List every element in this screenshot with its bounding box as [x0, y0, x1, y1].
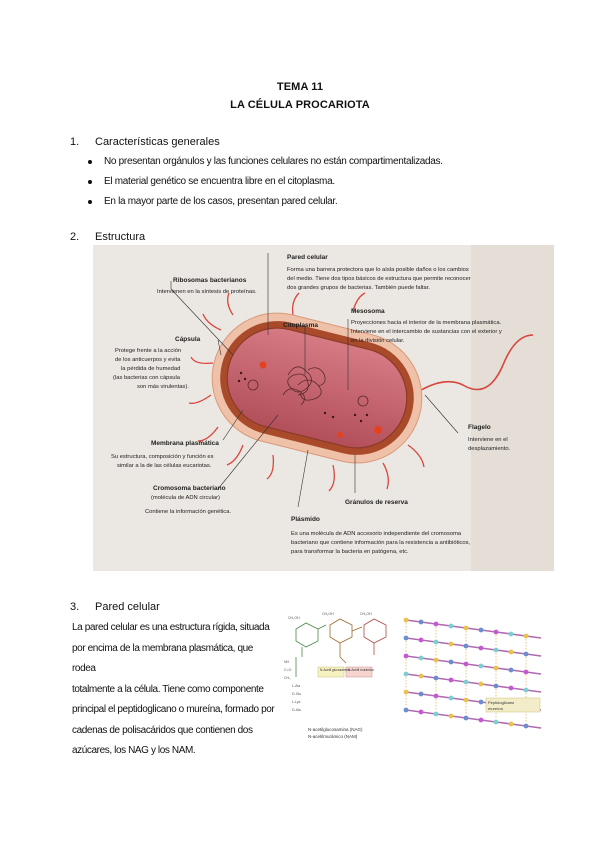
lattice-bead [509, 686, 514, 691]
svg-text:CH₂OH: CH₂OH [360, 612, 372, 616]
section-number: 3. [70, 601, 80, 613]
lattice-bead [479, 682, 484, 687]
peptidoglycan-chemical-figure [282, 605, 400, 745]
lattice-bead [419, 692, 424, 697]
lattice-bead [449, 696, 454, 701]
ribosomas-label: Ribosomas bacterianos [173, 277, 247, 284]
lattice-bead [494, 666, 499, 671]
lattice-bead [434, 658, 439, 663]
lattice-bead [524, 634, 529, 639]
peptidoglycan-lattice-figure [398, 606, 545, 741]
capsula-text: Protege frente a la acción [115, 348, 182, 354]
cromosoma-label: Cromosoma bacteriano [153, 485, 226, 492]
section-number: 2. [70, 231, 80, 243]
pared-text: del medio. Tiene dos tipos básicos de estructura que permite reconocer [287, 276, 471, 282]
lattice-bead [434, 676, 439, 681]
svg-text:CH₂OH: CH₂OH [322, 612, 334, 616]
lattice-bead [464, 626, 469, 631]
svg-text:C=O: C=O [284, 668, 292, 672]
svg-text:D-Glu: D-Glu [292, 692, 302, 696]
bullet-icon [88, 200, 92, 204]
mesosoma-label: Mesosoma [351, 308, 385, 315]
list-item: En la mayor parte de los casos, presentan pared celular. [88, 192, 443, 212]
title-block [0, 78, 600, 114]
nag-label: N-Acetil glucosamina [320, 668, 350, 672]
section-heading-2 [70, 231, 145, 243]
lattice-bead [494, 720, 499, 725]
lattice-bead [404, 618, 409, 623]
lattice-bead [509, 668, 514, 673]
section-title: Características generales [95, 136, 220, 148]
lattice-bead [404, 672, 409, 677]
lattice-bead [509, 632, 514, 637]
lattice-bead [449, 678, 454, 683]
lattice-bead [434, 622, 439, 627]
lattice-bead [449, 660, 454, 665]
lattice-bead [479, 718, 484, 723]
svg-text:L-Ala: L-Ala [292, 684, 301, 688]
lattice-bead [509, 650, 514, 655]
nag-nam-structure [282, 605, 400, 745]
svg-text:CH₃: CH₃ [284, 676, 291, 680]
capsula-text: (las bacterias con cápsula [113, 375, 181, 381]
lattice-bead [479, 646, 484, 651]
lattice-bead [404, 654, 409, 659]
nag-caption: N-acetilglucosamina (NAG) [308, 727, 363, 732]
mesosoma-text: Proyecciones hacia el interior de la membrana plasmática. [351, 320, 502, 326]
cromosoma-label: (molécula de ADN circular) [151, 495, 220, 501]
prokaryote-diagram [93, 245, 554, 571]
list-item: No presentan orgánulos y las funciones celulares no están compartimentalizadas. [88, 152, 443, 172]
lattice-bead [449, 642, 454, 647]
lattice-bead [524, 688, 529, 693]
lattice-diagram [398, 606, 545, 741]
flagelo-label: Flagelo [468, 424, 491, 431]
svg-text:D-Ala: D-Ala [292, 708, 301, 712]
pared-text: dos grandes grupos de bacterias. También puede faltar. [287, 285, 430, 291]
flagelo-text: Interviene en el [468, 437, 508, 443]
capsula-text: son más virulentas). [137, 384, 189, 390]
plasmido-text: bacteriano que contiene información para la resistencia a antibióticos, [291, 540, 471, 546]
svg-text:NH: NH [284, 660, 290, 664]
doc-title: TEMA 11 [276, 81, 324, 93]
lattice-bead [494, 648, 499, 653]
plasmido-text: Es una molécula de ADN accesorio independiente del cromosoma [291, 531, 462, 537]
section-title: Estructura [95, 231, 146, 243]
plasmido-text: para transformar la bacteria en patógena, etc. [291, 549, 409, 555]
bullet-list [88, 152, 443, 212]
pared-text: Forma una barrera protectora que lo aísla posible daños o los cambios [287, 267, 469, 273]
lattice-bead [464, 680, 469, 685]
lattice-bead [434, 694, 439, 699]
svg-text:CH₂OH: CH₂OH [288, 616, 300, 620]
lattice-bead [449, 714, 454, 719]
lattice-bead [479, 664, 484, 669]
bullet-icon [88, 180, 92, 184]
section-heading-1 [70, 136, 220, 148]
lattice-label: Peptidoglicano [488, 700, 515, 705]
lattice-bead [524, 670, 529, 675]
bullet-icon [88, 160, 92, 164]
lattice-bead [509, 722, 514, 727]
section-heading-3 [70, 601, 160, 613]
lattice-bead [449, 624, 454, 629]
flagelo-text: desplazamiento. [468, 446, 511, 452]
cromosoma-text: Contiene la información genética. [145, 509, 232, 515]
lattice-bead [434, 640, 439, 645]
plasmido-label: Plásmido [291, 516, 320, 523]
lattice-bead [464, 644, 469, 649]
lattice-bead [464, 716, 469, 721]
membrana-text: similar a la de las células eucariotas. [117, 463, 212, 469]
lattice-bead [404, 708, 409, 713]
list-item: El material genético se encuentra libre en el citoplasma. [88, 172, 443, 192]
granulos-label: Gránulos de reserva [345, 499, 408, 506]
capsula-text: de los anticuerpos y evita [115, 357, 181, 363]
lattice-bead [404, 690, 409, 695]
nam-label: N-Acetil murámico [348, 668, 375, 672]
mesosoma-text: Interviene en el intercambio de sustancias con el exterior y [351, 329, 502, 335]
svg-text:L-Lys: L-Lys [292, 700, 301, 704]
lattice-bead [419, 710, 424, 715]
lattice-bead [419, 638, 424, 643]
lattice-bead [524, 652, 529, 657]
citoplasma-label: Citoplasma [283, 322, 319, 329]
lattice-bead [479, 628, 484, 633]
pared-label: Pared celular [287, 254, 328, 261]
lattice-bead [524, 724, 529, 729]
section-number: 1. [70, 136, 80, 148]
lattice-bead [419, 620, 424, 625]
lattice-bead [494, 630, 499, 635]
section-title: Pared celular [95, 601, 160, 613]
capsula-text: la pérdida de humedad [121, 366, 181, 372]
lattice-bead [434, 712, 439, 717]
prokaryote-structure-figure [93, 245, 554, 571]
lattice-bead [479, 700, 484, 705]
capsula-label: Cápsula [175, 336, 201, 343]
membrana-text: Su estructura, composición y función es [111, 454, 214, 460]
lattice-bead [404, 636, 409, 641]
ribosomas-text: Intervienen en la síntesis de proteínas. [157, 289, 257, 295]
pared-paragraph: La pared celular es una estructura rígida, situada por encima de la membrana plasmática, que rodea totalmente a la célula. Tiene como componente principal el peptidoglicano o mureína, formado por cadenas de polisacáridos que contienen dos azúcares, los NAG y los NAM. [72, 622, 275, 756]
lattice-bead [419, 656, 424, 661]
lattice-bead [419, 674, 424, 679]
mesosoma-text: en la división celular. [351, 338, 405, 344]
lattice-bead [464, 662, 469, 667]
lattice-bead [494, 684, 499, 689]
nam-caption: N-acetilmurámico (NAM) [308, 734, 358, 739]
doc-subtitle: LA CÉLULA PROCARIOTA [230, 99, 370, 111]
lattice-bead [464, 698, 469, 703]
lattice-label: mureína [488, 706, 503, 711]
membrana-label: Membrana plasmática [151, 440, 219, 447]
